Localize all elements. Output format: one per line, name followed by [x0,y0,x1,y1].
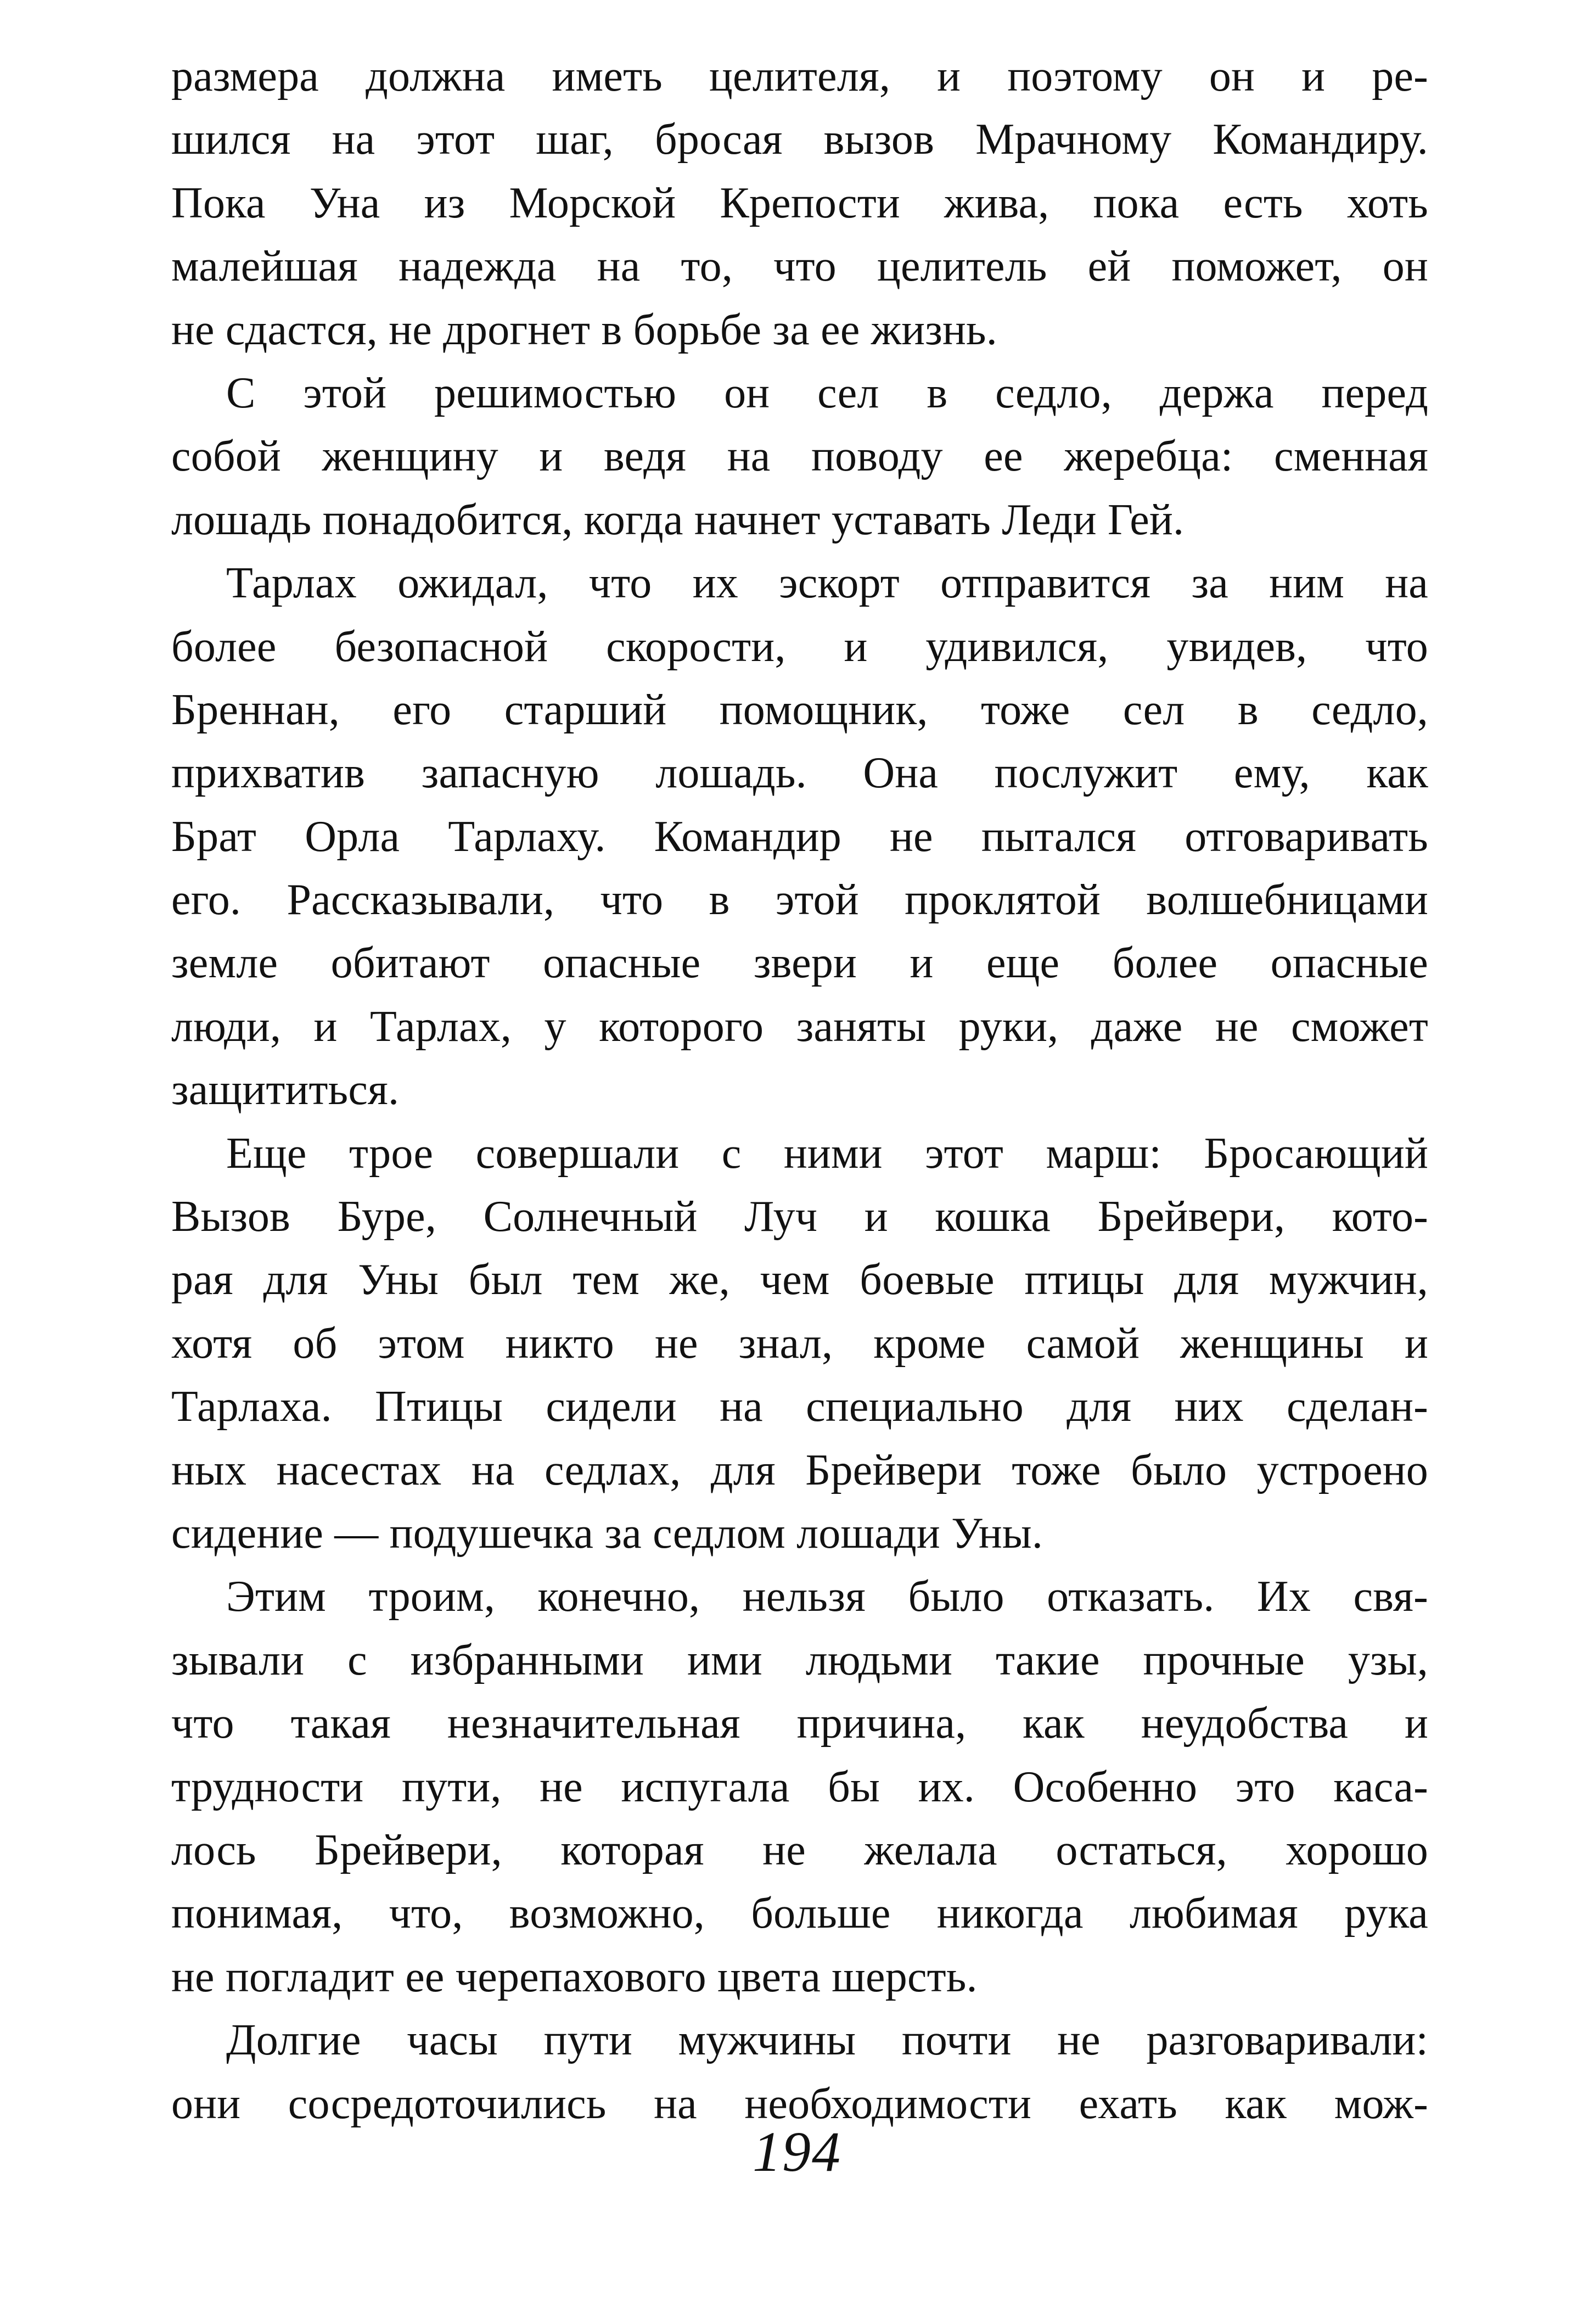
text-line: более безопасной скорости, и удивился, увидев, что [171,622,1428,671]
paragraph [171,2009,1428,2136]
text-line: Брат Орла Тарлаху. Командир не пытался отговаривать [171,812,1428,861]
text-line: его. Рассказывали, что в этой проклятой волшебницами [171,876,1428,925]
text-line: С этой решимостью он сел в седло, держа перед [226,368,1428,417]
text-line: Тарлаха. Птицы сидели на специально для них сделан- [171,1382,1428,1431]
text-line: понимая, что, возможно, больше никогда любимая рука [171,1889,1428,1938]
text-line: Вызов Буре, Солнечный Луч и кошка Брейвери, кото- [171,1192,1428,1241]
text-line: земле обитают опасные звери и еще более опасные [171,939,1428,988]
text-line: не погладит ее черепахового цвета шерсть. [171,1952,978,2001]
text-line: размера должна иметь целителя, и поэтому он и ре- [171,52,1428,100]
text-line: трудности пути, не испугала бы их. Особенно это каса- [171,1762,1428,1811]
text-line: лошадь понадобится, когда начнет уставать Леди Гей. [171,495,1185,544]
text-line: Бреннан, его старший помощник, тоже сел в седло, [171,685,1428,734]
page-number: 194 [753,2120,841,2183]
paragraph [171,1565,1428,2009]
text-line: малейшая надежда на то, что целитель ей поможет, он [171,242,1428,291]
text-line: зывали с избранными ими людьми такие прочные узы, [171,1636,1428,1684]
text-line: люди, и Тарлах, у которого заняты руки, даже не сможет [171,1002,1428,1051]
paragraph [171,362,1428,552]
text-line: ных насестах на седлах, для Брейвери тоже было устроено [171,1446,1428,1494]
text-line: защититься. [171,1066,400,1115]
text-line: сидение — подушечка за седлом лошади Уны. [171,1509,1043,1558]
text-line: они сосредоточились на необходимости ехать как мож- [171,2079,1428,2128]
paragraph [171,1122,1428,1566]
text-line: лось Брейвери, которая не желала остаться, хорошо [171,1825,1428,1874]
body-text [171,45,1428,2136]
text-line: Еще трое совершали с ними этот марш: Бросающий [226,1129,1428,1178]
paragraph [171,552,1428,1122]
text-line: Этим троим, конечно, нельзя было отказать. Их свя- [226,1572,1428,1621]
text-line: хотя об этом никто не знал, кроме самой женщины и [171,1319,1428,1368]
text-line: что такая незначительная причина, как неудобства и [171,1699,1428,1748]
text-line: прихватив запасную лошадь. Она послужит ему, как [171,749,1428,798]
text-line: шился на этот шаг, бросая вызов Мрачному Командиру. [171,115,1428,164]
text-line: собой женщину и ведя на поводу ее жеребца: сменная [171,432,1428,481]
text-line: Тарлах ожидал, что их эскорт отправится за ним на [226,559,1428,608]
text-line: Долгие часы пути мужчины почти не разговаривали: [226,2016,1428,2065]
text-line: рая для Уны был тем же, чем боевые птицы для мужчин, [171,1256,1428,1304]
paragraph [171,45,1428,362]
text-line: не сдастся, не дрогнет в борьбе за ее жизнь. [171,305,997,354]
text-line: Пока Уна из Морской Крепости жива, пока есть хоть [171,178,1428,227]
